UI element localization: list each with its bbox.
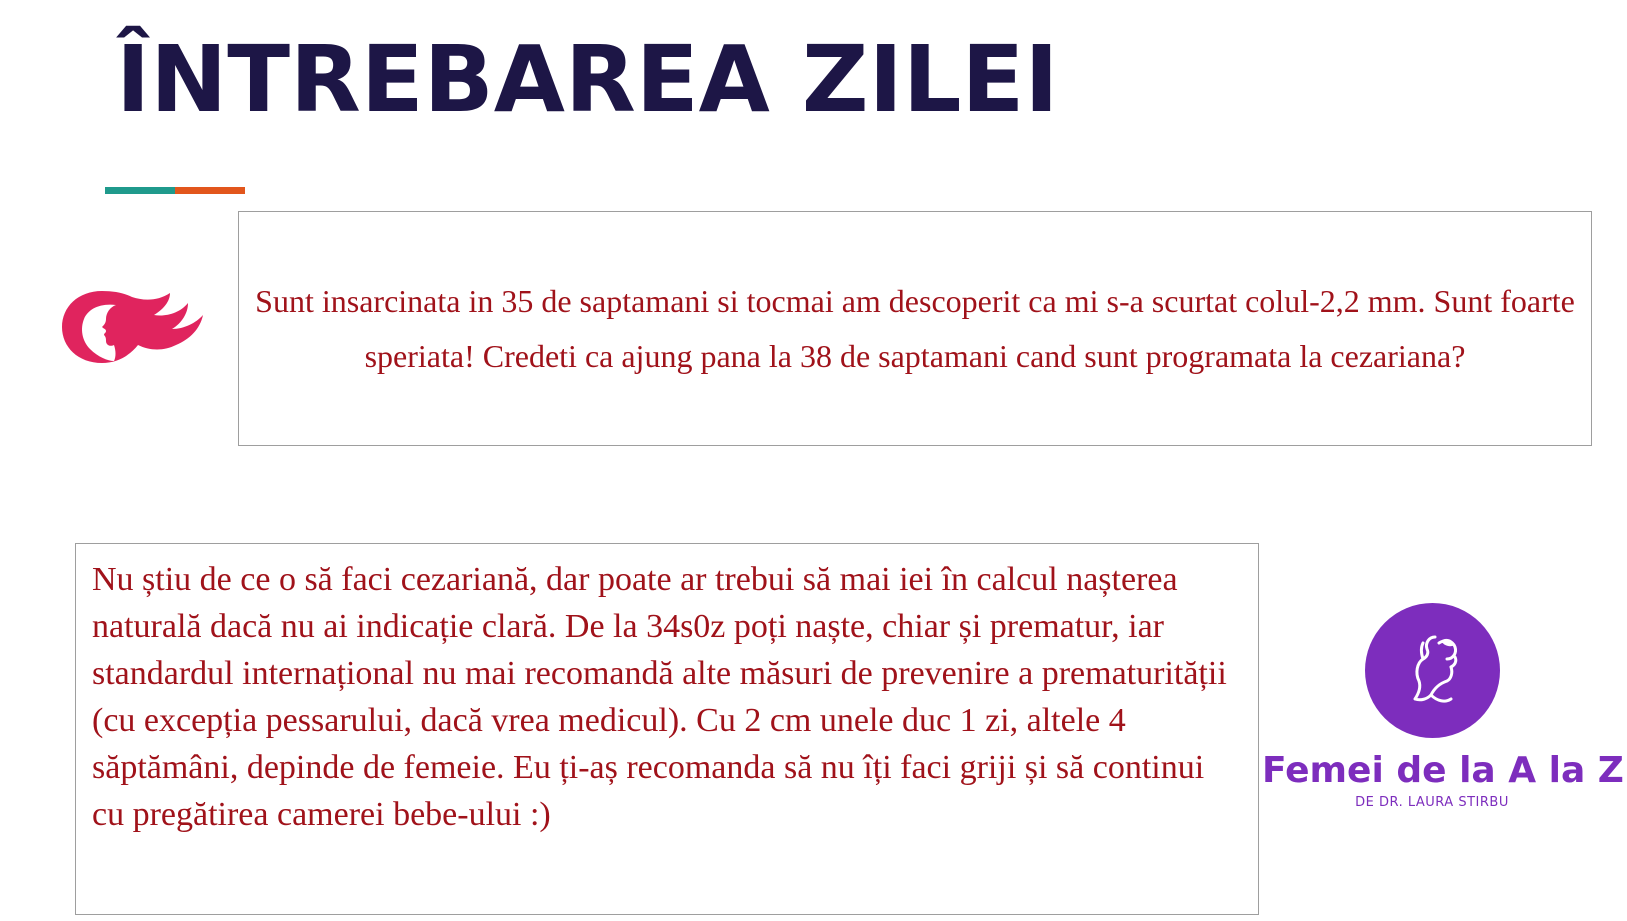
answer-box xyxy=(75,543,1259,915)
question-text: Sunt insarcinata in 35 de saptamani si tocmai am descoperit ca mi s-a scurtat colul-2,2 mm. Sunt foarte speriata! Credeti ca ajung pana la 38 de saptamani cand sunt programata la cezariana? xyxy=(255,282,1575,374)
accent-teal-segment xyxy=(105,187,175,194)
mother-child-icon xyxy=(1365,603,1500,738)
accent-orange-segment xyxy=(175,187,245,194)
question-box xyxy=(238,211,1592,446)
page-title: ÎNTREBAREA ZILEI xyxy=(116,26,1059,133)
brand-name: Femei de la A la Z xyxy=(1262,750,1624,791)
woman-face-hair-icon xyxy=(60,285,205,370)
title-accent-divider xyxy=(105,187,245,194)
answer-text: Nu știu de ce o să faci cezariană, dar poate ar trebui să mai iei în calcul nașterea naturală dacă nu ai indicație clară. De la 34s0z poți naște, chiar și prematur, iar standardul internațional nu mai recomandă alte măsuri de prevenire a prematurității (cu excepția pessarului, dacă vrea medicul). Cu 2 cm unele duc 1 zi, altele 4 săptămâni, depinde de femeie. Eu ți-aș recomanda să nu îți faci griji și să continui cu pregătirea camerei bebe-ului :) xyxy=(92,561,1227,833)
brand-subtitle: DE DR. LAURA STIRBU xyxy=(1355,795,1509,810)
brand-logo xyxy=(1262,603,1624,810)
